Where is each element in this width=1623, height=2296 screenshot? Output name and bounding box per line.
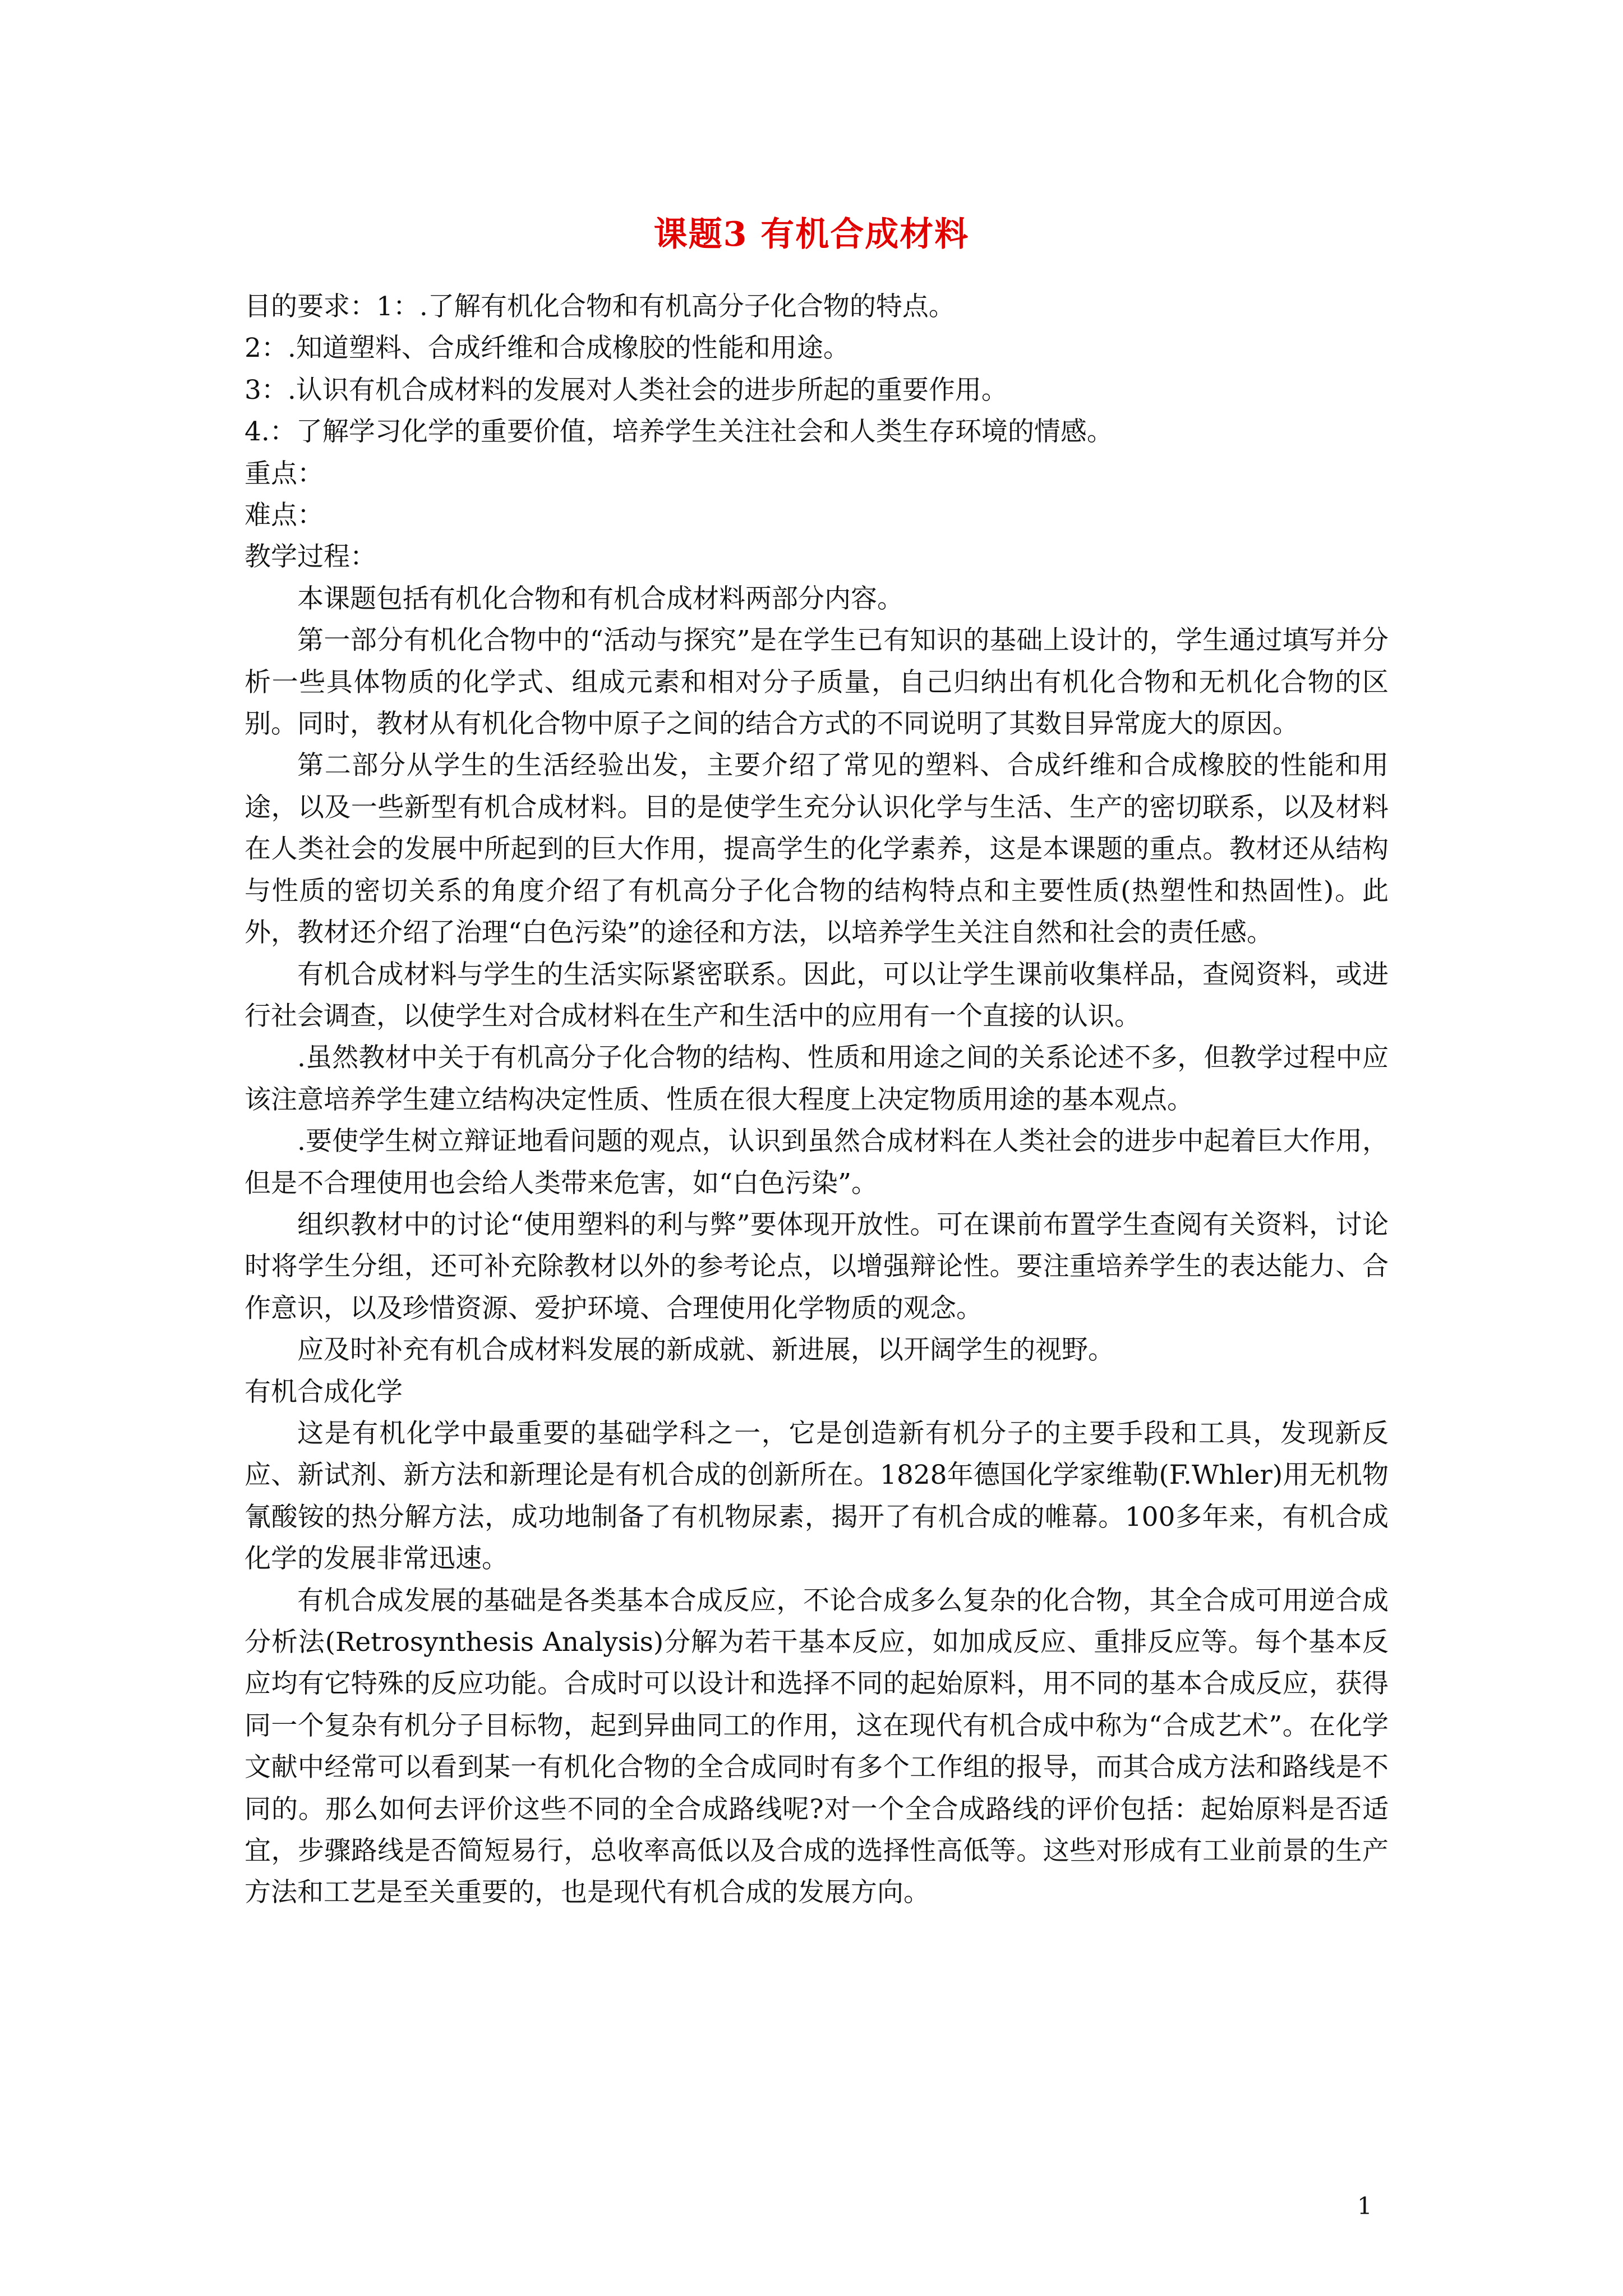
objective-line: 3：.认识有机合成材料的发展对人类社会的进步所起的重要作用。	[245, 374, 1008, 406]
paragraph: 第一部分有机化合物中的“活动与探究”是在学生已有知识的基础上设计的，学生通过填写并分析一些具体物质的化学式、组成元素和相对分子质量，自己归纳出有机化合物和无机化合物的区别。同时，教材从有机化合物中原子之间的结合方式的不同说明了其数目异常庞大的原因。	[245, 625, 1389, 740]
objective-line: 2：.知道塑料、合成纤维和合成橡胶的性能和用途。	[245, 333, 850, 364]
document-title: 课题3 有机合成材料	[653, 215, 970, 254]
paragraph: 有机合成发展的基础是各类基本合成反应，不论合成多么复杂的化合物，其全合成可用逆合成分析法(Retrosynthesis Analysis)分解为若干基本反应，如加成反应、重排反应等。每个基本反应均有它特殊的反应功能。合成时可以设计和选择不同的起始原料，用不同的基本合成反应，获得同一个复杂有机分子目标物，起到异曲同工的作用，这在现代有机合成中称为“合成艺术”。在化学文献中经常可以看到某一有机化合物的全合成同时有多个工作组的报导，而其合成方法和路线是不同的。那么如何去评价这些不同的全合成路线呢?对一个全合成路线的评价包括：起始原料是否适宜，步骤路线是否简短易行，总收率高低以及合成的选择性高低等。这些对形成有工业前景的生产方法和工艺是至关重要的，也是现代有机合成的发展方向。	[245, 1585, 1389, 1908]
section-heading: 有机合成化学	[245, 1376, 403, 1407]
key-point-label: 重点：	[245, 458, 324, 489]
paragraph: .虽然教材中关于有机高分子化合物的结构、性质和用途之间的关系论述不多，但教学过程中应该注意培养学生建立结构决定性质、性质在很大程度上决定物质用途的基本观点。	[245, 1042, 1389, 1115]
process-label: 教学过程：	[245, 541, 376, 573]
paragraph: 这是有机化学中最重要的基础学科之一，它是创造新有机分子的主要手段和工具，发现新反应、新试剂、新方法和新理论是有机合成的创新所在。1828年德国化学家维勒(F.Whler)用无机物氰酸铵的热分解方法，成功地制备了有机物尿素，揭开了有机合成的帷幕。100多年来，有机合成化学的发展非常迅速。	[245, 1418, 1389, 1575]
paragraph: .要使学生树立辩证地看问题的观点，认识到虽然合成材料在人类社会的进步中起着巨大作用，但是不合理使用也会给人类带来危害，如“白色污染”。	[245, 1126, 1389, 1199]
difficulty-label: 难点：	[245, 500, 324, 531]
paragraph: 本课题包括有机化合物和有机合成材料两部分内容。	[297, 583, 903, 614]
page-number: 1	[1357, 2192, 1372, 2220]
paragraph: 应及时补充有机合成材料发展的新成就、新进展，以开阔学生的视野。	[297, 1335, 1114, 1366]
objective-line: 目的要求：1：.了解有机化合物和有机高分子化合物的特点。	[245, 291, 955, 322]
paragraph: 组织教材中的讨论“使用塑料的利与弊”要体现开放性。可在课前布置学生查阅有关资料，讨论时将学生分组，还可补充除教材以外的参考论点，以增强辩论性。要注重培养学生的表达能力、合作意识，以及珍惜资源、爱护环境、合理使用化学物质的观念。	[245, 1209, 1389, 1324]
document-body	[245, 286, 1389, 1914]
paragraph: 有机合成材料与学生的生活实际紧密联系。因此，可以让学生课前收集样品，查阅资料，或进行社会调查，以使学生对合成材料在生产和生活中的应用有一个直接的认识。	[245, 959, 1389, 1032]
objective-line: 4.：了解学习化学的重要价值，培养学生关注社会和人类生存环境的情感。	[245, 416, 1113, 448]
paragraph: 第二部分从学生的生活经验出发，主要介绍了常见的塑料、合成纤维和合成橡胶的性能和用途，以及一些新型有机合成材料。目的是使学生充分认识化学与生活、生产的密切联系，以及材料在人类社会的发展中所起到的巨大作用，提高学生的化学素养，这是本课题的重点。教材还从结构与性质的密切关系的角度介绍了有机高分子化合物的结构特点和主要性质(热塑性和热固性)。此外，教材还介绍了治理“白色污染”的途径和方法，以培养学生关注自然和社会的责任感。	[245, 750, 1389, 949]
